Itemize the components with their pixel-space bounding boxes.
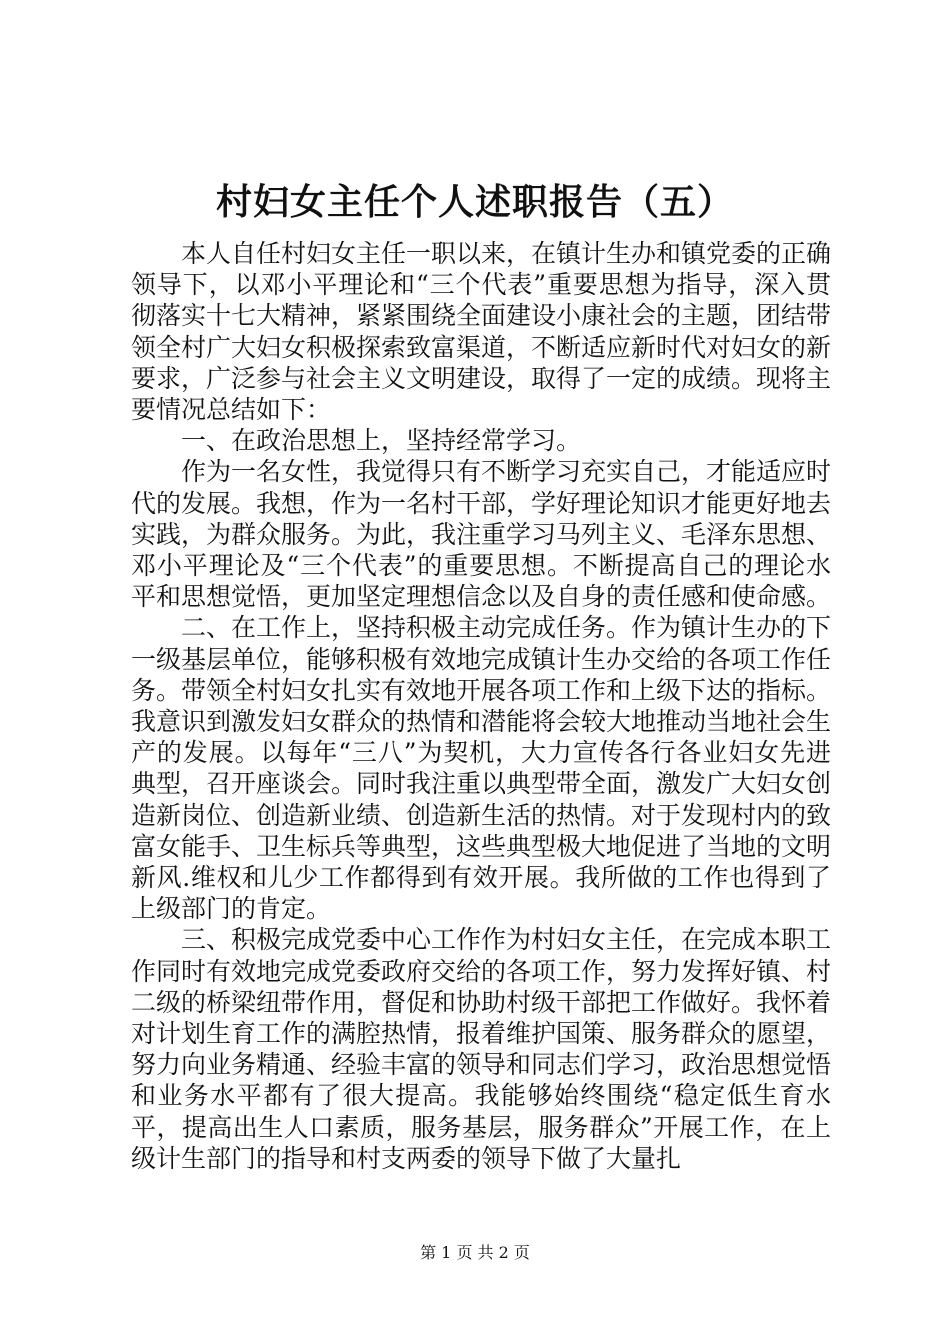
paragraph-intro: 本人自任村妇女主任一职以来，在镇计生办和镇党委的正确领导下，以邓小平理论和“三个代表”重要思想为指导，深入贯彻落实十七大精神，紧紧围绕全面建设小康社会的主题，团结带领全村广大妇女积极探索致富渠道，不断适应新时代对妇女的新要求，广泛参与社会主义文明建设，取得了一定的成绩。现将主要情况总结如下： [131,239,832,425]
paragraph-section-1-body: 作为一名女性，我觉得只有不断学习充实自己，才能适应时代的发展。我想，作为一名村干部，学好理论知识才能更好地去实践，为群众服务。为此，我注重学习马列主义、毛泽东思想、邓小平理论及“三个代表”的重要思想。不断提高自己的理论水平和思想觉悟，更加坚定理想信念以及自身的责任感和使命感。 [131,457,832,612]
paragraph-section-2: 二、在工作上，坚持积极主动完成任务。作为镇计生办的下一级基层单位，能够积极有效地完成镇计生办交给的各项工作任务。带领全村妇女扎实有效地开展各项工作和上级下达的指标。我意识到激发妇女群众的热情和潜能将会较大地推动当地社会生产的发展。以每年“三八”为契机，大力宣传各行各业妇女先进典型，召开座谈会。同时我注重以典型带全面，激发广大妇女创造新岗位、创造新业绩、创造新生活的热情。对于发现村内的致富女能手、卫生标兵等典型，这些典型极大地促进了当地的文明新风.维权和儿少工作都得到有效开展。我所做的工作也得到了上级部门的肯定。 [131,613,832,924]
paragraph-section-3: 三、积极完成党委中心工作作为村妇女主任，在完成本职工作同时有效地完成党委政府交给的各项工作，努力发挥好镇、村二级的桥梁纽带作用，督促和协助村级干部把工作做好。我怀着对计划生育工作的满腔热情，报着维护国策、服务群众的愿望，努力向业务精通、经验丰富的领导和同志们学习，政治思想觉悟和业务水平都有了很大提高。我能够始终围绕“稳定低生育水平，提高出生人口素质，服务基层，服务群众”开展工作，在上级计生部门的指导和村支两委的领导下做了大量扎 [131,925,832,1173]
document-body [131,238,831,1174]
document-title: 村妇女主任个人述职报告（五） [215,181,734,223]
paragraph-section-1-heading: 一、在政治思想上，坚持经常学习。 [181,426,582,456]
page-number-footer: 第 1 页 共 2 页 [420,1243,530,1262]
